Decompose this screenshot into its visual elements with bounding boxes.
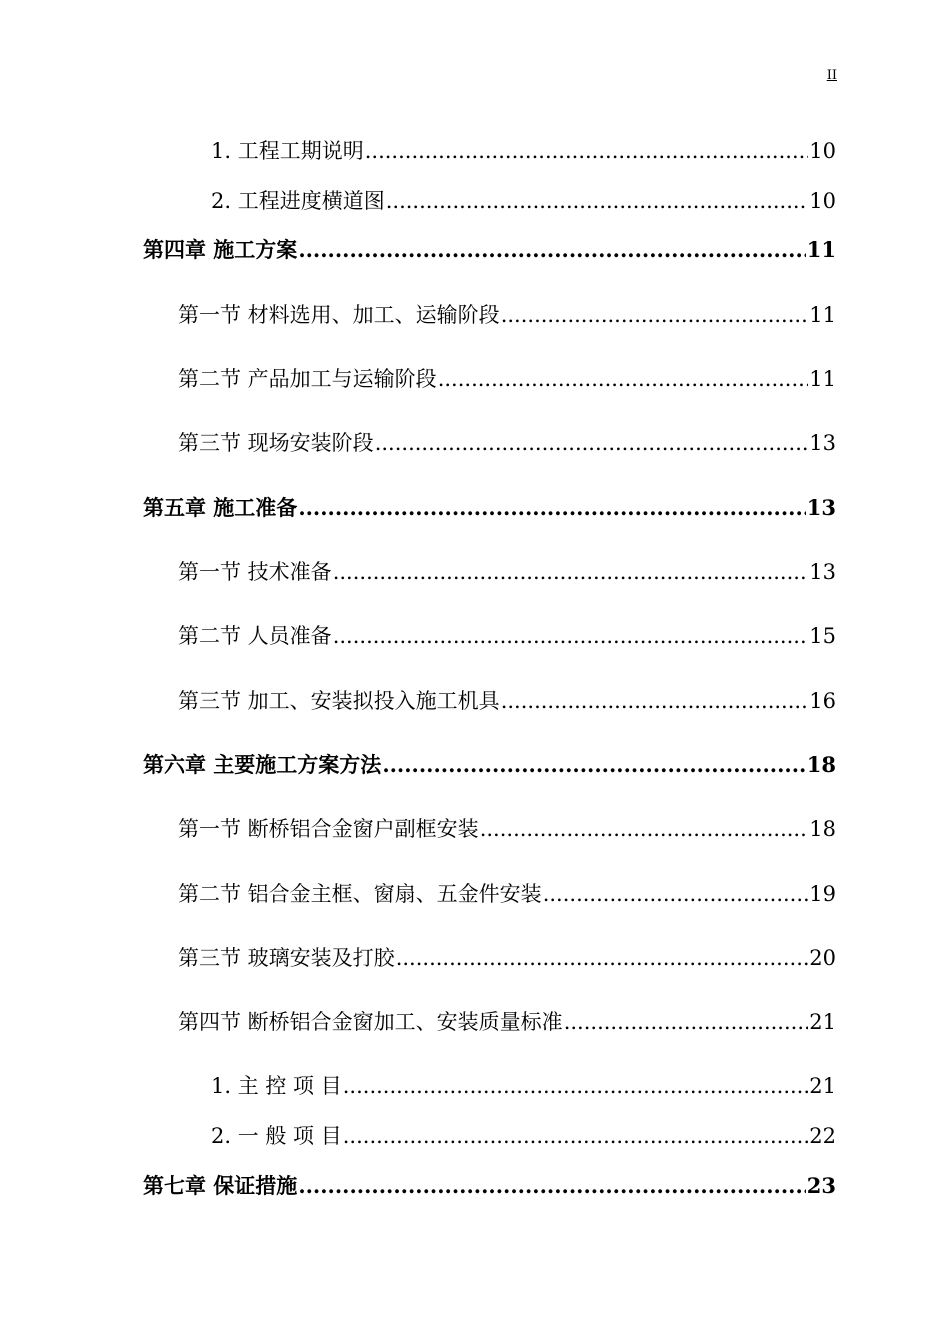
toc-entry-title: 第七章 保证措施 xyxy=(143,1173,298,1198)
toc-entry-item[interactable] xyxy=(211,1072,836,1100)
toc-entry-section[interactable] xyxy=(178,880,836,908)
toc-entry-page: 21 xyxy=(809,1010,836,1034)
toc-entry-page: 13 xyxy=(809,431,836,455)
toc-entry-section[interactable] xyxy=(178,429,836,457)
toc-leader-dots xyxy=(333,622,809,650)
toc-entry-page: 13 xyxy=(806,495,836,520)
toc-entry-title: 第二节 产品加工与运输阶段 xyxy=(178,367,437,391)
toc-entry-page: 10 xyxy=(809,189,836,213)
toc-leader-dots xyxy=(543,880,809,908)
toc-leader-dots xyxy=(564,1008,809,1036)
toc-entry-page: 22 xyxy=(809,1124,836,1148)
toc-leader-dots xyxy=(382,751,805,779)
page-number: II xyxy=(826,68,837,83)
toc-entry-page: 18 xyxy=(806,752,836,777)
toc-entry-section[interactable] xyxy=(178,622,836,650)
toc-entry-section[interactable] xyxy=(178,365,836,393)
toc-entry-chapter[interactable] xyxy=(143,751,836,779)
toc-leader-dots xyxy=(438,365,809,393)
toc-entry-item[interactable] xyxy=(211,187,836,215)
toc-entry-title: 第一节 材料选用、加工、运输阶段 xyxy=(178,303,500,327)
toc-leader-dots xyxy=(386,187,809,215)
toc-leader-dots xyxy=(298,236,805,264)
toc-leader-dots xyxy=(480,815,809,843)
toc-entry-page: 16 xyxy=(809,689,836,713)
toc-entry-title: 第二节 铝合金主框、窗扇、五金件安装 xyxy=(178,882,542,906)
toc-entry-title: 2. 工程进度横道图 xyxy=(211,189,385,213)
toc-entry-title: 第一节 断桥铝合金窗户副框安装 xyxy=(178,817,479,841)
toc-entry-chapter[interactable] xyxy=(143,494,836,522)
toc-entry-page: 21 xyxy=(809,1074,836,1098)
toc-entry-title: 第六章 主要施工方案方法 xyxy=(143,752,382,777)
toc-entry-section[interactable] xyxy=(178,687,836,715)
toc-entry-title: 第三节 加工、安装拟投入施工机具 xyxy=(178,689,500,713)
toc-entry-title: 第四节 断桥铝合金窗加工、安装质量标准 xyxy=(178,1010,563,1034)
toc-entry-page: 18 xyxy=(809,817,836,841)
toc-entry-page: 23 xyxy=(806,1173,836,1198)
toc-entry-section[interactable] xyxy=(178,815,836,843)
toc-leader-dots xyxy=(396,944,809,972)
toc-leader-dots xyxy=(343,1072,809,1100)
toc-entry-chapter[interactable] xyxy=(143,236,836,264)
toc-entry-title: 第五章 施工准备 xyxy=(143,495,298,520)
toc-leader-dots xyxy=(343,1122,809,1150)
toc-entry-page: 11 xyxy=(809,303,836,327)
toc-entry-title: 1. 工程工期说明 xyxy=(211,139,364,163)
toc-entry-title: 第二节 人员准备 xyxy=(178,624,332,648)
toc-entry-title: 2. 一 般 项 目 xyxy=(211,1124,342,1148)
toc-entry-title: 第四章 施工方案 xyxy=(143,237,298,262)
toc-leader-dots xyxy=(333,558,809,586)
toc-entry-section[interactable] xyxy=(178,558,836,586)
toc-entry-title: 第三节 玻璃安装及打胶 xyxy=(178,946,395,970)
toc-entry-page: 13 xyxy=(809,560,836,584)
toc-leader-dots xyxy=(298,494,805,522)
toc-entry-title: 第一节 技术准备 xyxy=(178,560,332,584)
toc-entry-section[interactable] xyxy=(178,301,836,329)
toc-entry-page: 20 xyxy=(809,946,836,970)
toc-entry-section[interactable] xyxy=(178,944,836,972)
toc-entry-chapter[interactable] xyxy=(143,1172,836,1200)
toc-entry-item[interactable] xyxy=(211,137,836,165)
toc-entry-page: 15 xyxy=(809,624,836,648)
toc-entry-title: 1. 主 控 项 目 xyxy=(211,1074,342,1098)
toc-entry-section[interactable] xyxy=(178,1008,836,1036)
toc-leader-dots xyxy=(501,301,809,329)
toc-leader-dots xyxy=(501,687,809,715)
toc-entry-page: 19 xyxy=(809,882,836,906)
toc-leader-dots xyxy=(375,429,809,457)
toc-entry-page: 11 xyxy=(809,367,836,391)
toc-entry-item[interactable] xyxy=(211,1122,836,1150)
toc-entry-page: 11 xyxy=(806,237,836,262)
toc-entry-title: 第三节 现场安装阶段 xyxy=(178,431,374,455)
toc-leader-dots xyxy=(298,1172,805,1200)
toc-entry-page: 10 xyxy=(809,139,836,163)
toc-leader-dots xyxy=(365,137,809,165)
